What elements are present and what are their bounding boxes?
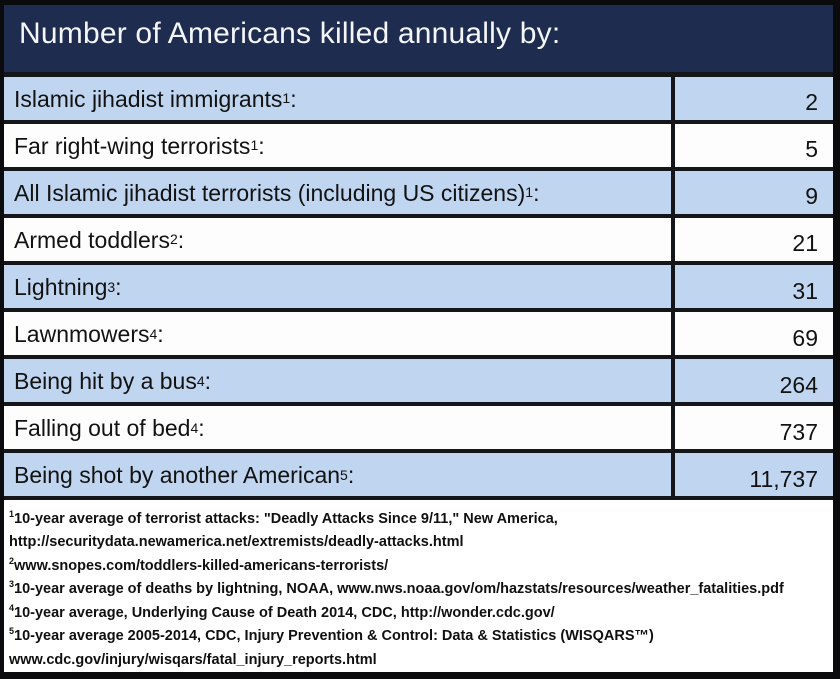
footnote-marker: 3: [9, 579, 15, 590]
footnote-line: $^3$10-year average of deaths by lightning, NOAA, www.nws.noaa.gov/om/hazstats/resources/weather_fatalities.pdf: [9, 579, 784, 597]
footnote-line: $^5$10-year average 2005-2014, CDC, Injury Prevention & Control: Data & Statistics (WISQARS™): [9, 626, 654, 644]
table-row: [4, 124, 833, 171]
footnote-marker: 1: [9, 508, 15, 519]
footnote-line: $^1$10-year average of terrorist attacks: "Deadly Attacks Since 9/11," New America,: [9, 508, 558, 527]
row-label: Far right-wing terrorists $^1$ :: [4, 124, 675, 167]
data-table: [4, 77, 833, 501]
footnote-marker: 2: [9, 555, 15, 566]
table-row: [4, 265, 833, 312]
table-row: [4, 218, 833, 265]
row-label: Being shot by another American $^5$ :: [4, 453, 675, 496]
table-row: [4, 171, 833, 218]
footnote-line: http://securitydata.newamerica.net/extremists/deadly-attacks.html: [9, 534, 464, 550]
table-row: [4, 77, 833, 124]
table-row: [4, 453, 833, 500]
row-value: 9: [675, 171, 833, 214]
footnote-line: $^4$10-year average, Underlying Cause of Death 2014, CDC, http://wonder.cdc.gov/: [9, 602, 555, 621]
footnotes-section: [4, 501, 833, 673]
footnote-marker: 5: [9, 626, 15, 637]
row-value: 2: [675, 77, 833, 120]
row-value: 31: [675, 265, 833, 308]
page-title: Number of Americans killed annually by:: [19, 17, 561, 50]
row-label: Falling out of bed $^4$ :: [4, 406, 675, 449]
table-row: [4, 312, 833, 359]
row-label: Lightning $^3$ :: [4, 265, 675, 308]
row-value: 21: [675, 218, 833, 261]
row-label: Lawnmowers $^4$ :: [4, 312, 675, 355]
footnote-marker: 4: [9, 602, 15, 613]
infographic-panel: [4, 5, 833, 672]
row-value: 69: [675, 312, 833, 355]
row-value: 264: [675, 359, 833, 402]
table-row: [4, 406, 833, 453]
table-row: [4, 359, 833, 406]
footnote-line: $^2$www.snopes.com/toddlers-killed-americans-terrorists/: [9, 555, 389, 574]
row-label: Armed toddlers $^2$ :: [4, 218, 675, 261]
footnote-line: www.cdc.gov/injury/wisqars/fatal_injury_reports.html: [9, 651, 377, 668]
row-label: Being hit by a bus $^4$ :: [4, 359, 675, 402]
row-value: 11,737: [675, 453, 833, 496]
title-bar: [4, 5, 833, 77]
row-label: Islamic jihadist immigrants $^1$ :: [4, 77, 675, 120]
row-value: 737: [675, 406, 833, 449]
row-value: 5: [675, 124, 833, 167]
row-label: All Islamic jihadist terrorists (including US citizens) $^1$ :: [4, 171, 675, 214]
